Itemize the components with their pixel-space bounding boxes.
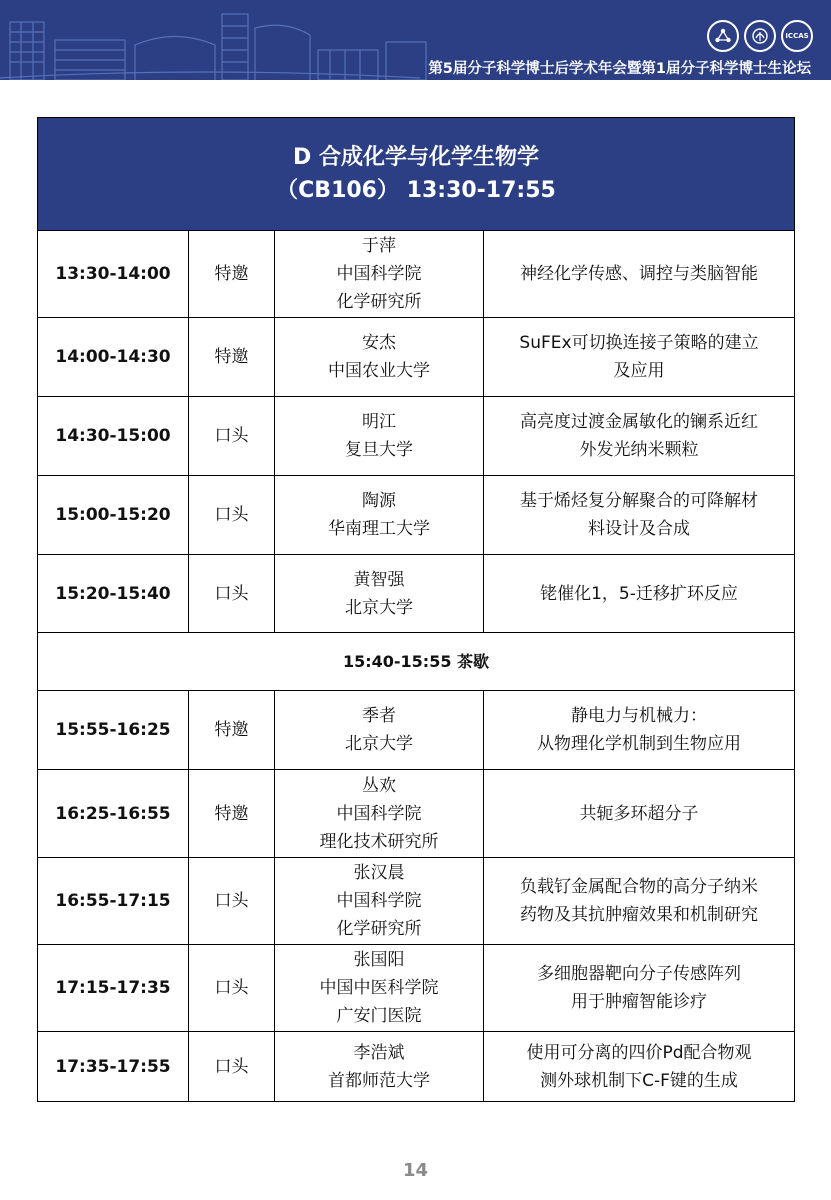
speaker-cell (275, 397, 484, 476)
table-row (38, 1032, 795, 1102)
time-cell: 14:00-14:30 (38, 318, 189, 397)
speaker-cell (275, 691, 484, 770)
topic-line: 多细胞器靶向分子传感阵列 (537, 964, 741, 984)
talk-type-cell: 特邀 (189, 691, 275, 770)
speaker-name: 于萍 (362, 236, 396, 256)
session-header (38, 118, 795, 231)
topic-cell (484, 691, 795, 770)
talk-type-cell: 口头 (189, 945, 275, 1032)
topic-cell (484, 770, 795, 858)
schedule-table (37, 117, 795, 1102)
speaker-name: 明江 (362, 412, 396, 432)
topic-cell (484, 476, 795, 555)
time-cell: 16:25-16:55 (38, 770, 189, 858)
topic-cell (484, 1032, 795, 1102)
table-row (38, 945, 795, 1032)
speaker-name: 陶源 (362, 491, 396, 511)
conference-title: 第5届分子科学博士后学术年会暨第1届分子科学博士生论坛 (428, 61, 811, 77)
speaker-cell (275, 231, 484, 318)
speaker-affiliation: 中国中医科学院 (319, 978, 439, 998)
talk-type-cell: 口头 (189, 555, 275, 633)
time-cell: 17:15-17:35 (38, 945, 189, 1032)
break-label: 15:40-15:55 茶歇 (38, 633, 795, 691)
topic-line: 料设计及合成 (588, 519, 690, 539)
topic-line: 及应用 (613, 361, 665, 381)
time-cell: 15:55-16:25 (38, 691, 189, 770)
topic-line: 用于肿瘤智能诊疗 (571, 992, 707, 1012)
speaker-name: 丛欢 (362, 775, 396, 796)
break-row (38, 633, 795, 691)
speaker-cell (275, 476, 484, 555)
molecule-emblem-icon (707, 20, 739, 52)
institute-seal-icon (781, 20, 813, 52)
talk-type-cell: 特邀 (189, 318, 275, 397)
speaker-affiliation: 首都师范大学 (328, 1070, 430, 1091)
speaker-cell (275, 318, 484, 397)
topic-line: 使用可分离的四价Pd配合物观 (526, 1042, 752, 1063)
topic-line: 从物理化学机制到生物应用 (537, 734, 741, 754)
topic-cell (484, 555, 795, 633)
topic-line: 静电力与机械力： (571, 706, 707, 726)
speaker-affiliation: 北京大学 (345, 734, 413, 754)
topic-line: SuFEx可切换连接子策略的建立 (519, 333, 759, 353)
talk-type-cell: 口头 (189, 476, 275, 555)
time-cell: 15:00-15:20 (38, 476, 189, 555)
speaker-affiliation: 中国农业大学 (328, 361, 430, 381)
speaker-affiliation: 北京大学 (345, 597, 413, 618)
speaker-cell (275, 1032, 484, 1102)
speaker-name: 张国阳 (353, 950, 405, 970)
talk-type-cell: 特邀 (189, 231, 275, 318)
topic-line: 铑催化1，5-迁移扩环反应 (540, 583, 738, 604)
logo-group (707, 20, 813, 52)
topic-cell (484, 858, 795, 945)
table-row (38, 231, 795, 318)
topic-line: 药物及其抗肿瘤效果和机制研究 (520, 905, 758, 925)
talk-type-cell: 口头 (189, 397, 275, 476)
page-number: 14 (402, 1160, 429, 1181)
speaker-name: 安杰 (362, 333, 396, 353)
university-seal-icon (744, 20, 776, 52)
speaker-cell (275, 858, 484, 945)
speaker-affiliation: 化学研究所 (336, 292, 422, 312)
speaker-name: 李浩斌 (353, 1042, 405, 1063)
topic-line: 外发光纳米颗粒 (579, 440, 699, 460)
table-row (38, 858, 795, 945)
topic-line: 神经化学传感、调控与类脑智能 (520, 264, 758, 284)
session-title: D 合成化学与化学生物学 (293, 145, 539, 170)
table-row (38, 318, 795, 397)
time-cell: 13:30-14:00 (38, 231, 189, 318)
speaker-affiliation: 理化技术研究所 (319, 831, 439, 852)
speaker-name: 张汉晨 (353, 863, 405, 883)
speaker-affiliation: 化学研究所 (336, 919, 422, 939)
session-header-row (38, 118, 795, 231)
speaker-cell (275, 770, 484, 858)
session-subtitle: （CB106） 13:30-17:55 (276, 178, 556, 203)
speaker-name: 季者 (362, 706, 396, 726)
topic-cell (484, 318, 795, 397)
topic-line: 负载钌金属配合物的高分子纳米 (520, 877, 758, 897)
speaker-affiliation: 广安门医院 (336, 1006, 422, 1026)
table-row (38, 691, 795, 770)
topic-cell (484, 397, 795, 476)
logo-text: ICCAS (785, 32, 809, 40)
schedule-body (38, 118, 795, 1102)
table-row (38, 397, 795, 476)
topic-line: 基于烯烃复分解聚合的可降解材 (520, 491, 758, 511)
table-row (38, 555, 795, 633)
speaker-affiliation: 中国科学院 (336, 891, 422, 911)
speaker-cell (275, 945, 484, 1032)
time-cell: 17:35-17:55 (38, 1032, 189, 1102)
table-row (38, 476, 795, 555)
speaker-affiliation: 中国科学院 (336, 264, 422, 284)
topic-line: 高亮度过渡金属敏化的镧系近红 (520, 412, 758, 432)
topic-cell (484, 945, 795, 1032)
speaker-affiliation: 中国科学院 (336, 803, 422, 824)
talk-type-cell: 口头 (189, 1032, 275, 1102)
topic-cell (484, 231, 795, 318)
header-banner (0, 0, 831, 80)
speaker-cell (275, 555, 484, 633)
speaker-affiliation: 复旦大学 (345, 440, 413, 460)
time-cell: 15:20-15:40 (38, 555, 189, 633)
time-cell: 16:55-17:15 (38, 858, 189, 945)
speaker-name: 黄智强 (353, 569, 405, 590)
table-row (38, 770, 795, 858)
talk-type-cell: 特邀 (189, 770, 275, 858)
topic-line: 测外球机制下C-F键的生成 (540, 1070, 738, 1091)
topic-line: 共轭多环超分子 (579, 803, 699, 824)
speaker-affiliation: 华南理工大学 (328, 519, 430, 539)
time-cell: 14:30-15:00 (38, 397, 189, 476)
talk-type-cell: 口头 (189, 858, 275, 945)
